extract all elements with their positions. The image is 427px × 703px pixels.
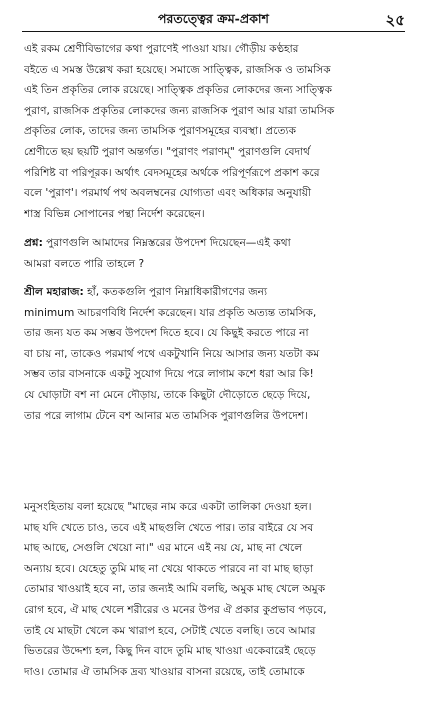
paragraph-puran-classification <box>24 39 405 224</box>
running-title: পরতত্ত্বের ক্রম-প্রকাশ <box>158 11 269 26</box>
text-line: তার জন্য যত কম সম্ভব উপদেশ দিতে হবে। যে কিছুই করতে পারে না <box>24 327 309 340</box>
text-line: বা চায় না, তাকেও পরমার্থ পথে একটুখানি নিয়ে আসার জন্য যতটা কম <box>24 347 320 360</box>
text-line: শ্রেণীতে ছয় ছয়টি পুরাণ অন্তর্গত। "পুরাণং পরাণম্" পুরাণগুলি বেদার্থ <box>24 145 311 158</box>
answer-paragraph <box>24 282 405 426</box>
question-label: প্রশ্ন: <box>24 237 43 249</box>
header-rule <box>22 31 405 32</box>
text-line: তোমার খাওয়াই হবে না, তার জন্যই আমি বলছি, অমুক মাছ খেলে অমুক <box>24 583 326 596</box>
text-line: এই তিন প্রকৃতির লোক রয়েছে। সাত্ত্বিক প্রকৃতির লোকদের জন্য সাত্ত্বিক <box>24 84 333 97</box>
page-header <box>0 8 427 32</box>
text-line: যে ঘোড়াটা বশ না মেনে দৌড়ায়, তাকে কিছুটা দৌড়োতে ছেড়ে দিয়ে, <box>24 388 311 401</box>
answer-label: শ্রীল মহারাজ: <box>24 286 84 298</box>
text-line: ভিতরের উদ্দেশ্য হল, কিছু দিন বাদে তুমি মাছ খাওয়া একেবারেই ছেড়ে <box>24 645 316 658</box>
text-line: মনুসংহিতায় বলা হয়েছে "মাছের নাম করে একটা তালিকা দেওয়া হল। <box>24 501 312 513</box>
text-line: আমরা বলতে পারি তাহলে ? <box>24 257 145 270</box>
text-line: তার পরে লাগাম টেনে বশ আনার মত তামসিক পুরাণগুলির উপদেশ। <box>24 409 308 422</box>
paragraph-manusamhita <box>24 497 405 682</box>
text-line: মাছ আছে, সেগুলি খেয়ো না।" এর মানে এই নয় যে, মাছ না খেলে <box>24 542 303 555</box>
text-line: রোগ হবে, ঐ মাছ খেলে শরীরের ও মনের উপর ঐ প্রকার কুপ্রভাব পড়বে, <box>24 603 327 616</box>
answer-text: হাঁ, কতকগুলি পুরাণ নিম্নাধিকারীগণের জন্য <box>83 286 268 298</box>
text-line <box>24 233 405 254</box>
text-line: দাও। তোমার ঐ তামসিক দ্রব্য খাওয়ার বাসনা রয়েছে, তাই তোমাকে <box>24 665 305 678</box>
text-line: বইতে এ সমস্ত উল্লেখ করা হয়েছে। সমাজে সাত্ত্বিক, রাজসিক ও তামসিক <box>24 63 331 76</box>
question-text: পুরাণগুলি আমাদের নিম্নস্তরের উপদেশ দিয়েছেন—এই কথা <box>42 237 291 249</box>
text-line: পুরাণ, রাজসিক প্রকৃতির লোকদের জন্য রাজসিক পুরাণ আর যারা তামসিক <box>24 104 335 117</box>
text-line: অন্যায় হবে। যেহেতু তুমি মাছ না খেয়ে থাকতে পারবে না বা মাছ ছাড়া <box>24 562 314 575</box>
text-line: পরিশিষ্ট বা পরিপূরক। অর্থাৎ বেদসমূহের অর্থকে পরিপূর্ণরূপে প্রকাশ করে <box>24 166 320 179</box>
text-line: প্রকৃতির লোক, তাদের জন্য তামসিক পুরাণসমূহের ব্যবস্থা। প্রত্যেক <box>24 125 296 138</box>
text-line: সম্ভব তার বাসনাকে একটু সুযোগ দিয়ে পরে লাগাম কশে ধরা আর কি! <box>24 368 314 381</box>
text-line <box>24 282 405 303</box>
text-line: শাস্ত্র বিভিন্ন সোপানের পন্থা নির্দেশ করেছেন। <box>24 207 205 220</box>
text-line: মাছ যদি খেতে চাও, তবে এই মাছগুলি খেতে পার। তার বাইরে যে সব <box>24 521 314 534</box>
text-line: এই রকম শ্রেণীবিভাগের কথা পুরাণেই পাওয়া যায়। গৌড়ীয় কণ্ঠহার <box>24 43 299 55</box>
text-line: বলে 'পুরাণ'। পরমার্থ পথ অবলম্বনের যোগ্যতা এবং অধিকার অনুযায়ী <box>24 187 312 200</box>
text-line: minimum আচরণবিধি নির্দেশ করেছেন। যার প্রকৃতি অত্যন্ত তামসিক, <box>24 306 317 319</box>
question-paragraph <box>24 233 405 274</box>
text-line: তাই যে মাছটা খেলে কম খারাপ হবে, সেটাই খেতে বলছি। তবে আমার <box>24 624 316 637</box>
page-number: ২৫ <box>385 11 405 29</box>
